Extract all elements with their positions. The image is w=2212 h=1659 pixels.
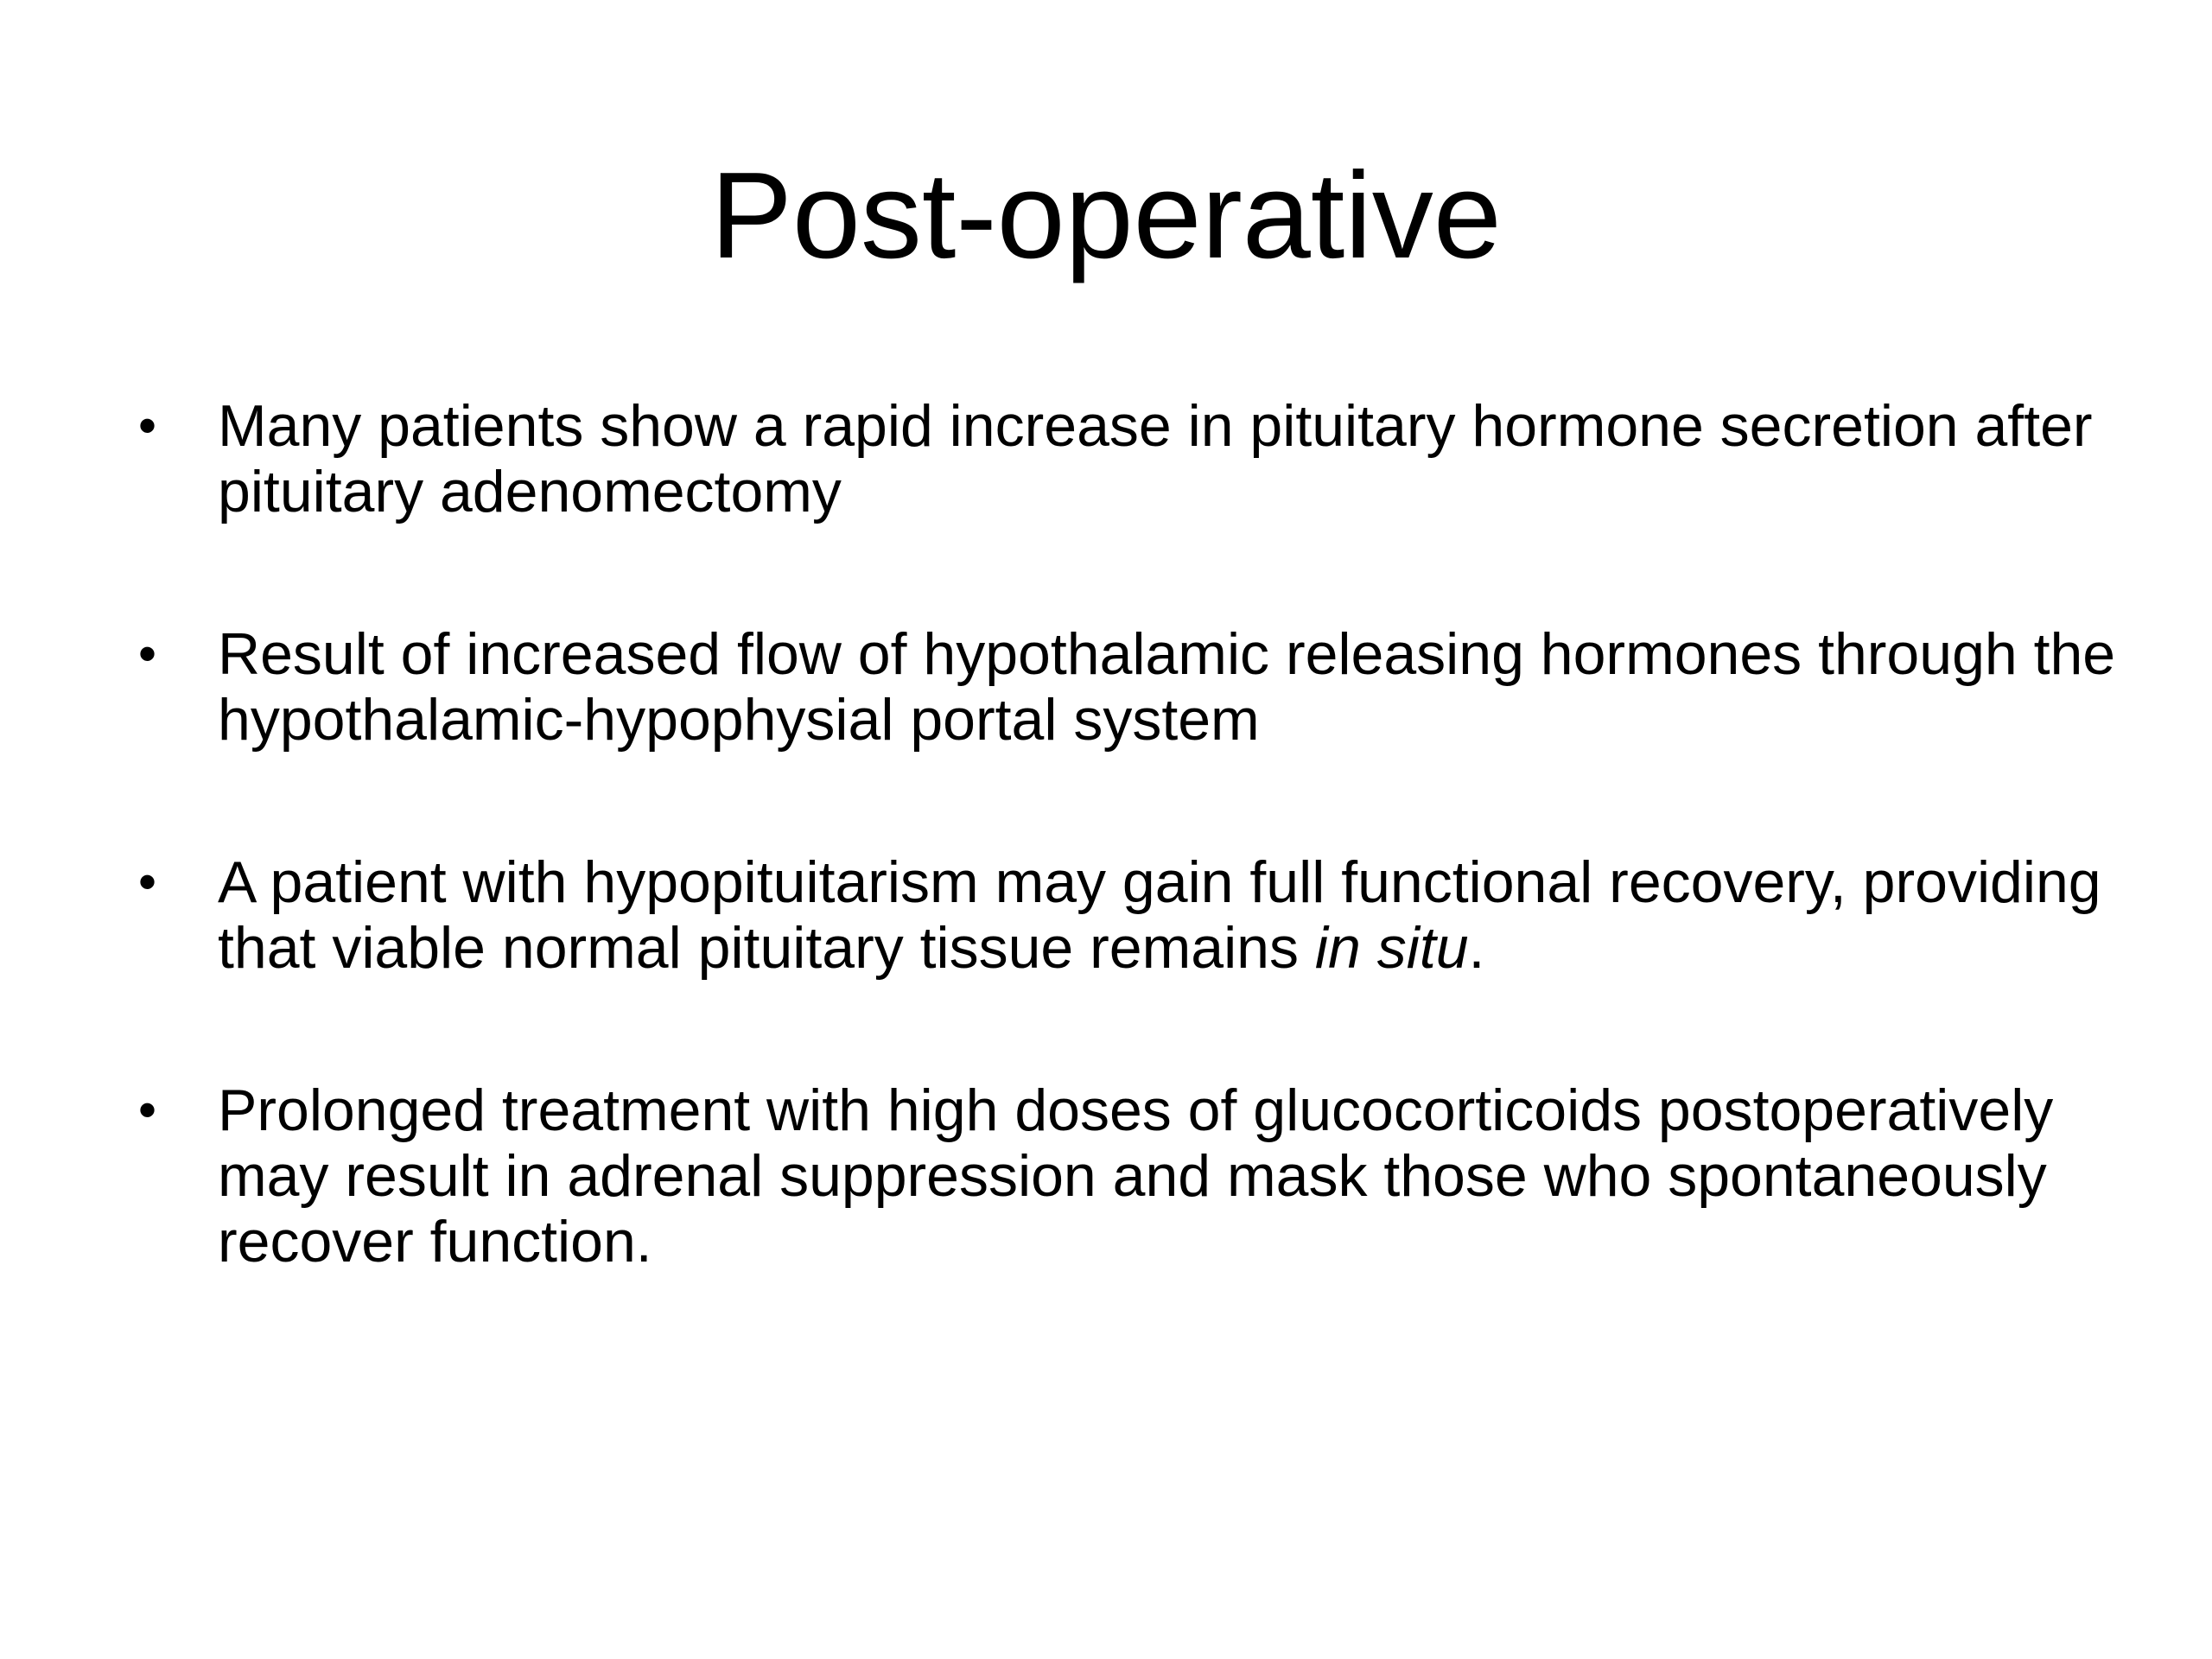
bullet-item (130, 849, 2117, 981)
bullet-marker: • (138, 397, 157, 454)
bullet-text: Result of increased flow of hypothalamic releasing hormones through the hypothalamic-hypophysial portal system (218, 621, 2116, 753)
bullet-text: Prolonged treatment with high doses of glucocorticoids postoperatively may result in adrenal suppression and mask those who spontaneously recover function. (218, 1077, 2054, 1274)
bullet-text-part: A patient with hypopituitarism may gain full functional recovery, providing that viable normal pituitary tissue remains (218, 849, 2101, 981)
bullet-item (130, 1077, 2117, 1274)
bullet-list (130, 393, 2117, 1371)
slide-title: Post-operative (710, 147, 1502, 284)
bullet-text-part: . (1468, 915, 1485, 981)
bullet-marker: • (138, 1081, 157, 1139)
bullet-text (218, 849, 2101, 981)
bullet-item (130, 393, 2117, 524)
bullet-marker: • (138, 853, 157, 911)
bullet-text: Many patients show a rapid increase in pituitary hormone secretion after pituitary adenomectomy (218, 393, 2093, 524)
bullet-item (130, 621, 2117, 753)
bullet-marker: • (138, 625, 157, 683)
bullet-text-italic: in situ (1314, 915, 1469, 981)
